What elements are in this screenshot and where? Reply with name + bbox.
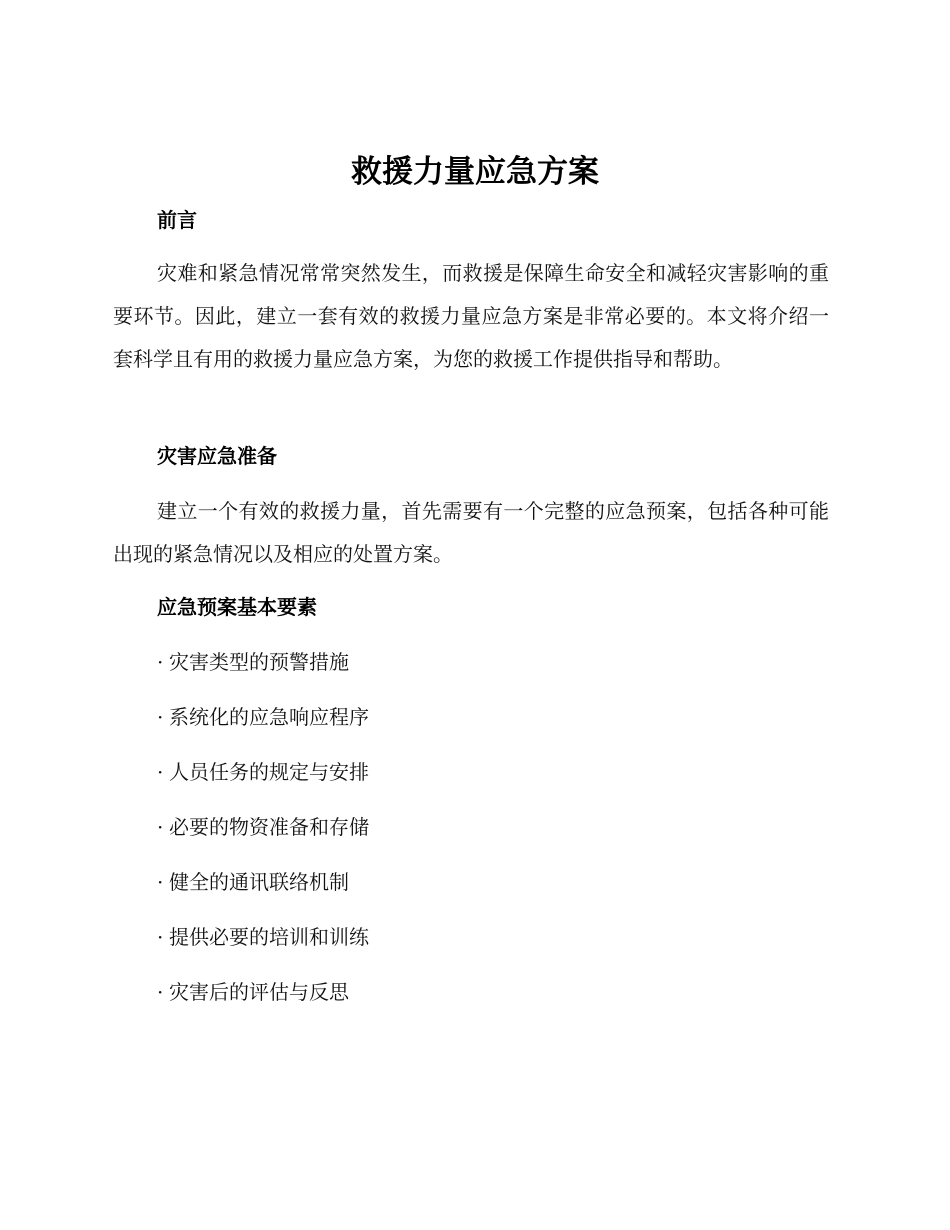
list-item	[157, 977, 369, 1007]
document-title: 救援力量应急方案	[351, 154, 599, 190]
list-item-text: 人员任务的规定与安排	[169, 760, 369, 784]
list-item-text: 健全的通讯联络机制	[169, 870, 349, 894]
bullet-icon: ·	[157, 870, 164, 894]
list-item-text: 必要的物资准备和存储	[169, 815, 369, 839]
list-item-text: 系统化的应急响应程序	[169, 705, 369, 729]
list-item-text: 提供必要的培训和训练	[169, 925, 369, 949]
bullet-icon: ·	[157, 650, 164, 674]
preparation-paragraph: 建立一个有效的救援力量，首先需要有一个完整的应急预案，包括各种可能出现的紧急情况以及相应的处置方案。	[113, 499, 829, 566]
list-item	[157, 647, 369, 677]
list-item	[157, 922, 369, 952]
bullet-icon: ·	[157, 760, 164, 784]
list-item	[157, 812, 369, 842]
section-heading-elements: 应急预案基本要素	[157, 595, 317, 619]
list-item	[157, 757, 369, 787]
preface-paragraph: 灾难和紧急情况常常突然发生，而救援是保障生命安全和减轻灾害影响的重要环节。因此，建立一套有效的救援力量应急方案是非常必要的。本文将介绍一套科学且有用的救援力量应急方案，为您的救援工作提供指导和帮助。	[113, 261, 829, 371]
list-item-text: 灾害后的评估与反思	[169, 980, 349, 1004]
list-item-text: 灾害类型的预警措施	[169, 650, 349, 674]
bullet-icon: ·	[157, 925, 164, 949]
section-heading-preface: 前言	[157, 208, 197, 232]
list-item	[157, 867, 369, 897]
list-item	[157, 702, 369, 732]
section-heading-preparation: 灾害应急准备	[157, 444, 277, 468]
elements-list	[157, 647, 369, 1032]
bullet-icon: ·	[157, 705, 164, 729]
bullet-icon: ·	[157, 980, 164, 1004]
bullet-icon: ·	[157, 815, 164, 839]
